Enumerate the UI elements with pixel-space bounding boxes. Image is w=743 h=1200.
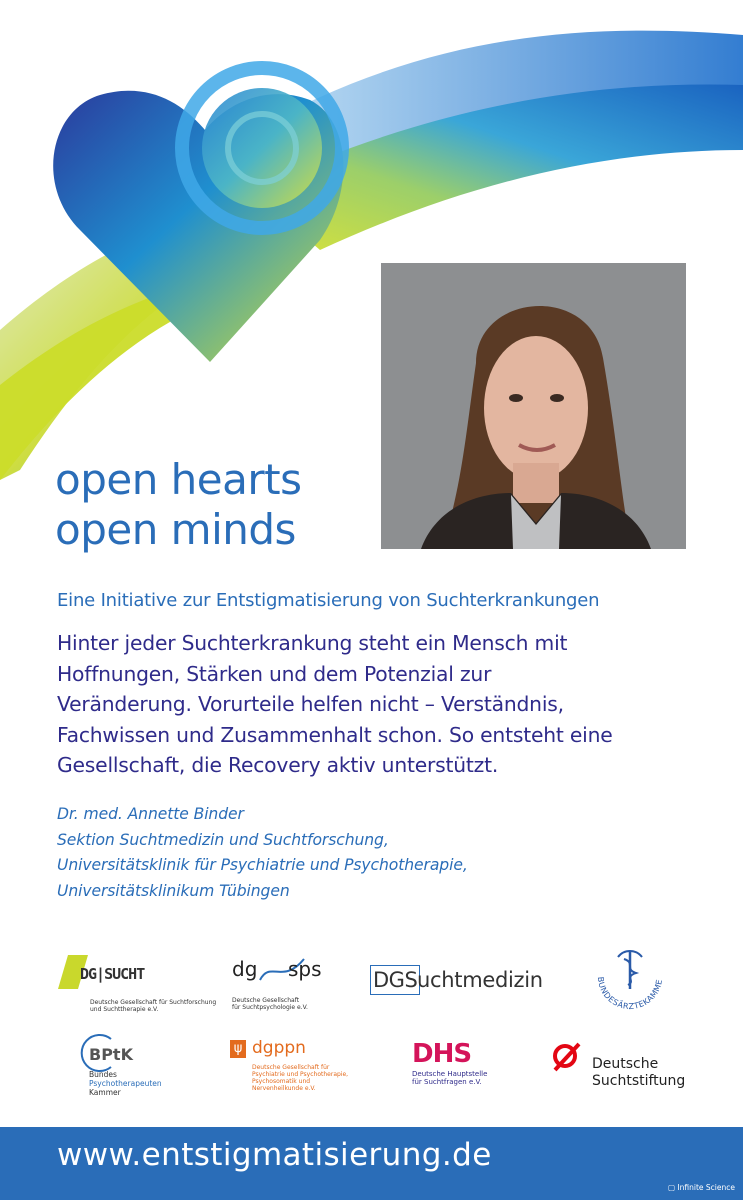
author-hospital: Universitätsklinikum Tübingen xyxy=(57,881,290,900)
dgsucht-wordmark: DG|SUCHT xyxy=(80,965,145,983)
headline-line-1: open hearts xyxy=(55,455,302,504)
author-name: Dr. med. Annette Binder xyxy=(57,805,244,823)
aesculapius-staff-icon xyxy=(590,945,670,1015)
logo-dhs[interactable] xyxy=(412,1040,512,1090)
dhs-wordmark: DHS xyxy=(412,1039,472,1069)
dhs-caption-1: Deutsche Hauptstelle xyxy=(412,1070,488,1078)
initiative-subheadline: Eine Initiative zur Entstigmatisierung von Suchterkrankungen xyxy=(57,590,600,611)
dgsps-mark-left: dg xyxy=(232,957,258,981)
suchtstiftung-mark-icon xyxy=(552,1040,582,1074)
author-portrait-photo xyxy=(381,263,686,549)
svg-text:BUNDESÄRZTEKAMMER xyxy=(590,945,664,1011)
dgsuchtmedizin-wordmark: uchtmedizin xyxy=(417,968,543,992)
dgsps-mark-right: sps xyxy=(288,957,322,981)
footer-bar xyxy=(0,1127,743,1200)
dhs-caption-2: für Suchtfragen e.V. xyxy=(412,1078,482,1086)
dgsucht-caption-1: Deutsche Gesellschaft für Suchtforschung xyxy=(90,999,217,1006)
publisher-credit-label: Infinite Science xyxy=(677,1183,735,1192)
statement-line: Gesellschaft, die Recovery aktiv unterstützt. xyxy=(57,753,499,777)
author-section: Sektion Suchtmedizin und Suchtforschung, xyxy=(57,830,389,849)
suchtstiftung-line-2: Suchtstiftung xyxy=(592,1073,686,1089)
logo-dgppn[interactable] xyxy=(230,1040,360,1106)
author-attribution xyxy=(57,802,468,904)
logo-dgsucht[interactable] xyxy=(58,955,217,1015)
statement-line: Hoffnungen, Stärken und dem Potenzial zur xyxy=(57,661,492,686)
bptk-wordmark: BPtK xyxy=(89,1045,133,1064)
headline-line-2: open minds xyxy=(55,505,296,554)
dgppn-caption-2: Psychiatrie und Psychotherapie, xyxy=(252,1071,349,1078)
dgsuchtmedizin-dgs-box: DGS xyxy=(370,965,420,995)
logo-dgsuchtmedizin[interactable] xyxy=(370,965,555,999)
bptk-caption-2: Psychotherapeuten xyxy=(89,1079,162,1088)
statement-line: Fachwissen und Zusammenhalt schon. So entsteht eine xyxy=(57,722,613,747)
statement-text xyxy=(57,628,697,781)
dgsps-caption-2: für Suchtpsychologie e.V. xyxy=(232,1004,308,1011)
dgsucht-caption-2: und Suchttherapie e.V. xyxy=(90,1006,159,1013)
bptk-caption-3: Kammer xyxy=(89,1088,121,1097)
dgppn-caption-3: Psychosomatik und xyxy=(252,1078,311,1085)
dgppn-caption-4: Nervenheilkunde e.V. xyxy=(252,1085,316,1092)
dgppn-caption-1: Deutsche Gesellschaft für xyxy=(252,1064,330,1071)
statement-line: Hinter jeder Suchterkrankung steht ein Mensch mit xyxy=(57,631,568,655)
dgppn-wordmark: dgppn xyxy=(252,1038,306,1058)
logo-bundesaerztekammer[interactable] xyxy=(590,945,670,1015)
author-clinic: Universitätsklinik für Psychiatrie und Psychotherapie, xyxy=(57,856,468,874)
dgsps-caption-1: Deutsche Gesellschaft xyxy=(232,997,300,1004)
publisher-credit xyxy=(668,1183,735,1192)
bptk-caption-1: Bundes xyxy=(89,1070,117,1079)
infinite-science-icon: ▢ xyxy=(667,1183,678,1192)
logo-bptk[interactable] xyxy=(75,1033,185,1103)
statement-line: Veränderung. Vorurteile helfen nicht – Verständnis, xyxy=(57,692,564,716)
dgppn-psi-icon: ψ xyxy=(230,1040,246,1058)
suchtstiftung-line-1: Deutsche xyxy=(592,1056,659,1072)
logo-dgsps[interactable] xyxy=(230,955,340,1015)
logo-deutsche-suchtstiftung[interactable] xyxy=(552,1040,692,1094)
footer-website-link[interactable]: www.entstigmatisierung.de xyxy=(57,1137,492,1173)
baek-ring-text: BUNDESÄRZTEKAMME xyxy=(595,976,664,1012)
